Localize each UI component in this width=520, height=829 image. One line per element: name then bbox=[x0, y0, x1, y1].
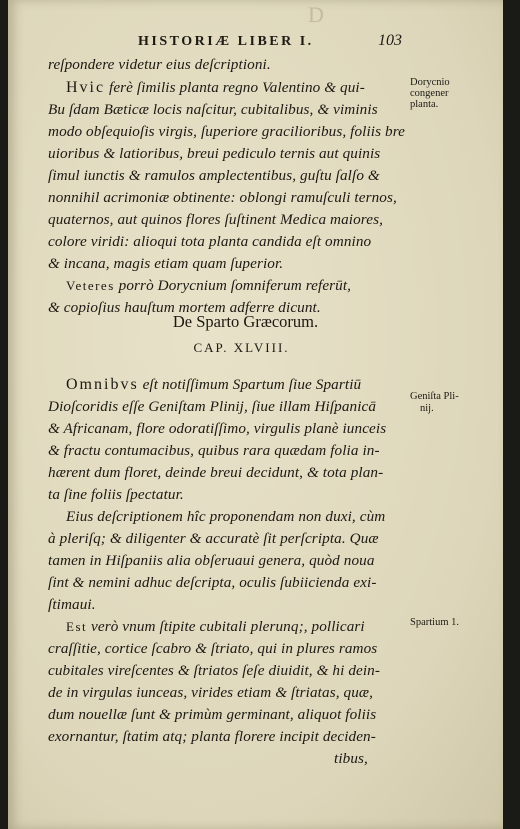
text-line: & copioſius hauſtum mortem adferre dicunt. bbox=[48, 299, 321, 316]
lead-word: Hvic bbox=[66, 79, 106, 96]
text-line: à pleriſq; & diligenter & accuratè ſit perſcripta. Quæ bbox=[48, 530, 379, 547]
text-line: dum nouellæ ſunt & primùm germinant, aliquot foliis bbox=[48, 706, 377, 723]
text-line: Bu ſdam Bæticæ locis naſcitur, cubitalibus, & viminis bbox=[48, 101, 378, 118]
text-line: nonnihil acrimoniæ obtinente: oblongi ramuſculi ternos, bbox=[48, 189, 397, 206]
margin-note: planta. bbox=[410, 99, 439, 110]
margin-note: Geniſta Pli- bbox=[410, 391, 459, 402]
text-line: craſſitie, cortice ſcabro & ſtriato, qui in plures ramos bbox=[48, 640, 378, 657]
text-line: ta ſine foliis ſpectatur. bbox=[48, 486, 184, 503]
text-line: de in virgulas iunceas, virides etiam & ſtriatas, quæ, bbox=[48, 684, 374, 701]
text-run: porrò Dorycnium ſomniferum referūt, bbox=[114, 277, 352, 294]
lead-word: Veteres bbox=[66, 278, 115, 293]
text-line: tamen in Hiſpaniis alia obſeruaui genera, quòd noua bbox=[48, 552, 375, 569]
text-line: exornantur, ſtatim atq; planta florere incipit deciden- bbox=[48, 728, 376, 745]
text-line: reſpondere videtur eius deſcriptioni. bbox=[48, 56, 271, 73]
text-line: Eius deſcriptionem hîc proponendam non duxi, cùm bbox=[66, 508, 386, 525]
text-line: & fractu contumacibus, quibus rara quædam folia in- bbox=[48, 442, 380, 459]
text-run: verò vnum ſtipite cubitali plerunq;, pollicari bbox=[87, 618, 365, 635]
running-head: HISTORIÆ LIBER I. bbox=[138, 34, 314, 49]
lead-word: Est bbox=[66, 619, 88, 634]
page-number: 103 bbox=[378, 32, 402, 49]
show-through-text: D bbox=[308, 2, 326, 27]
text-line: colore viridi: alioqui tota planta candida eſt omnino bbox=[48, 233, 372, 250]
text-line: & incana, magis etiam quam ſuperior. bbox=[48, 255, 284, 272]
paragraph-omnibus-first-line bbox=[66, 376, 361, 394]
paragraph-est-first-line bbox=[66, 618, 365, 636]
text-line: ſimul iunctis & ramulos amplectentibus, guſtu ſalſo & bbox=[48, 167, 380, 184]
text-line: uioribus & latioribus, breui pediculo ternis aut quinis bbox=[48, 145, 381, 162]
chapter-title: De Sparto Græcorum. bbox=[172, 312, 319, 331]
text-line: quaternos, aut quinos flores ſuſtinent Medica maiores, bbox=[48, 211, 383, 228]
text-line: cubitales vireſcentes & ſtriatos ſeſe diuidit, & hi dein- bbox=[48, 662, 381, 679]
margin-note: nij. bbox=[420, 403, 434, 414]
lead-word: Omnibvs bbox=[66, 376, 139, 393]
margin-note: Spartium 1. bbox=[410, 617, 459, 628]
book-page bbox=[8, 0, 503, 829]
text-run: ferè ſimilis planta regno Valentino & qui- bbox=[105, 79, 365, 96]
text-line: ſtimaui. bbox=[48, 596, 96, 613]
text-line: & Africanam, flore odoratiſſimo, virgulis planè iunceis bbox=[48, 420, 387, 437]
paragraph-huic-first-line bbox=[66, 79, 365, 97]
margin-note: congener bbox=[410, 88, 449, 99]
text-line: tibus, bbox=[334, 750, 368, 767]
text-line: hærent dum floret, deinde breui decidunt, & tota plan- bbox=[48, 464, 384, 481]
text-line: Dioſcoridis eſſe Geniſtam Plinij, ſiue illam Hiſpanicā bbox=[48, 398, 377, 415]
text-line: ſint & nemini adhuc deſcripta, oculis ſubiicienda exi- bbox=[48, 574, 377, 591]
paragraph-veteres-first-line bbox=[66, 277, 351, 295]
text-line: modo obſequioſis virgis, ſuperiore gracilioribus, foliis bre bbox=[48, 123, 405, 140]
margin-note: Dorycnio bbox=[410, 77, 450, 88]
chapter-number: CAP. XLVIII. bbox=[193, 340, 290, 355]
text-run: eſt notiſſimum Spartum ſiue Spartiū bbox=[138, 376, 362, 393]
